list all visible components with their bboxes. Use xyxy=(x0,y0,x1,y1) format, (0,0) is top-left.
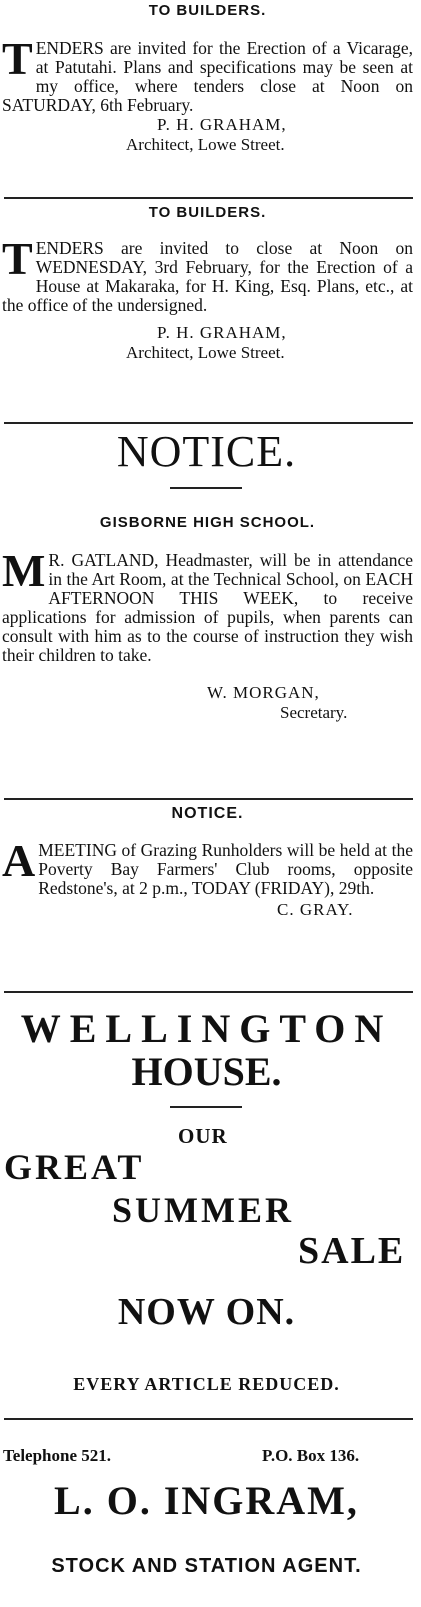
telephone-number: Telephone 521. xyxy=(3,1446,112,1465)
notice-title: NOTICE. xyxy=(116,427,297,476)
ad-body-text: R. GATLAND, Headmaster, will be in attendance in the Art Room, at the Technical School, on EACH AFTERNOON THIS WEEK, to receive applications for admission of pupils, when parents can consult with him as to the course of instruction they wish their children to take. xyxy=(2,550,413,665)
meeting-notice-ad xyxy=(2,805,413,920)
signature-name: P. H. GRAHAM, xyxy=(157,323,287,342)
ad-body xyxy=(2,835,413,898)
divider xyxy=(4,197,413,199)
ad-heading: NOTICE. xyxy=(171,805,244,822)
agent-name: L. O. INGRAM, xyxy=(54,1478,359,1523)
signature-name: C. GRAY. xyxy=(277,900,354,919)
high-school-ad xyxy=(2,514,413,723)
drop-cap: A xyxy=(2,835,36,886)
short-rule xyxy=(170,487,242,489)
builders-ad-house xyxy=(2,204,413,363)
sale-word-great: GREAT xyxy=(4,1147,145,1187)
store-name-line2: HOUSE. xyxy=(131,1049,282,1094)
store-name-line1: WELLINGTON xyxy=(20,1006,393,1051)
every-article-reduced: EVERY ARTICLE REDUCED. xyxy=(73,1374,340,1394)
drop-cap: T xyxy=(2,33,33,84)
divider xyxy=(4,798,413,800)
builders-ad-vicarage xyxy=(2,0,413,155)
divider xyxy=(4,1418,413,1420)
signature-name: P. H. GRAHAM, xyxy=(157,115,287,134)
ad-body-text: MEETING of Grazing Runholders will be held at the Poverty Bay Farmers' Club rooms, opposite Redstone's, at 2 p.m., TODAY (FRIDAY), 29th. xyxy=(38,840,413,898)
drop-cap: M xyxy=(2,545,46,596)
drop-cap: T xyxy=(2,233,33,284)
signature-role: Secretary. xyxy=(280,703,348,722)
signature-name: W. MORGAN, xyxy=(207,683,320,702)
short-rule xyxy=(170,1106,242,1108)
divider xyxy=(4,422,413,424)
signature-address: Architect, Lowe Street. xyxy=(126,343,285,362)
now-on-text: NOW ON. xyxy=(117,1291,296,1333)
sale-word-summer: SUMMER xyxy=(112,1190,294,1230)
ad-body-text: ENDERS are invited to close at Noon on WEDNESDAY, 3rd February, for the Erection of a House at Makaraka, for H. King, Esq. Plans, etc., at the office of the undersigned. xyxy=(2,238,413,315)
ad-heading: TO BUILDERS. xyxy=(148,2,267,19)
sale-word-our: OUR xyxy=(178,1124,228,1148)
ad-body xyxy=(2,545,413,665)
ad-heading: TO BUILDERS. xyxy=(148,204,267,221)
ad-body xyxy=(2,233,413,315)
ad-body xyxy=(2,33,413,115)
sale-word-sale: SALE xyxy=(298,1230,406,1272)
ad-body-text: ENDERS are invited for the Erection of a Vicarage, at Patutahi. Plans and specifications may be seen at my office, where tenders close at Noon on SATURDAY, 6th February. xyxy=(2,38,413,115)
agent-tagline: STOCK AND STATION AGENT. xyxy=(51,1555,362,1577)
po-box: P.O. Box 136. xyxy=(262,1446,360,1465)
divider xyxy=(4,991,413,993)
signature-address: Architect, Lowe Street. xyxy=(126,135,285,154)
ad-heading: GISBORNE HIGH SCHOOL. xyxy=(99,514,316,531)
